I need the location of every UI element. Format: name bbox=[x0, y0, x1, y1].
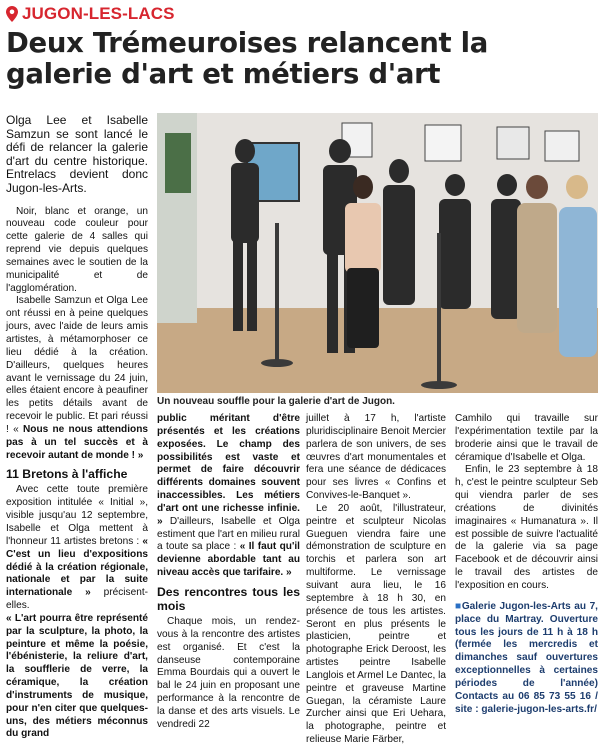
paragraph: Le 20 août, l'illustrateur, peintre et sculpteur Nicolas Gueguen viendra faire une démonstration de sculpture en torchis et parlera son art multiforme. Le vernissage suivant aura lieu, le 16 septembre à 18 h 30, en présence de tous les artistes. Seront en plus présents le plasticien, peintre et photographe Erick Deroost, les artistes peintre Isabelle Langlois et Armel Le Dantec, la peintre et graveuse Martine Guegan, la céramiste Laure Zurcher ainsi que Eri Uehara, la photographe, peintre et relieuse Marie Färber, bbox=[306, 502, 446, 746]
paragraph: Noir, blanc et orange, un nouveau code couleur pour cette galerie de 4 salles qui reprend vie depuis quelques semaines avec le soutien de la municipalité et de l'agglomération. bbox=[6, 205, 148, 294]
paragraph: Chaque mois, un rendez-vous à la rencontre des artistes est organisé. Et c'est la danseuse contemporaine Emma Bourdais qui a ouvert le bal le 24 juin en proposant une performance à la rencontre de la danse et des arts visuels. Le vendredi 22 bbox=[157, 615, 300, 730]
article-photo bbox=[157, 113, 598, 393]
paragraph: Enfin, le 23 septembre à 18 h, c'est le peintre sculpteur Seb qui viendra parler de ses créations de divinités imaginaires « Humanatura ». Il est possible de suivre l'actualité de la galerie via sa page Facebook et de découvrir ainsi le travail des artistes de l'exposition en cours. bbox=[455, 464, 598, 591]
paragraph: Avec cette toute première exposition intitulée « Initial », visible jusqu'au 12 septembre, Isabelle et Olga mettent à l'honneur 11 artistes bretons : « C'est un lieu d'expositions dédié à la création régionale, nationale et par la suite internationale » précisent-elles. bbox=[6, 484, 148, 612]
gallery-photo-illustration bbox=[157, 113, 598, 393]
location-tag bbox=[6, 4, 175, 24]
paragraph: public méritant d'être présentés et les créations exposées. Le champ des possibilités est vaste et permet de faire découvrir différents domaines souvent inaccessibles. Les métiers d'art ont une richesse infinie. » D'ailleurs, Isabelle et Olga estiment que l'art en milieu rural a toute sa place : « Il faut qu'il devienne abordable tant au niveau accès que tarifaire. » bbox=[157, 413, 300, 579]
photo-caption: Un nouveau souffle pour la galerie d'art de Jugon. bbox=[157, 396, 395, 407]
info-box: ■Galerie Jugon-les-Arts au 7, place du Martray. Ouverture tous les jours de 11 h à 18 h (fermée les mercredis et dimanches sauf ouvertures exceptionnelles à certaines périodes de l'année) Contacts au 06 85 73 55 16 / site : galerie-jugon-les-arts.fr/ bbox=[455, 600, 598, 715]
paragraph: Isabelle Samzun et Olga Lee ont réussi en à peine quelques jours, avec l'aide de leurs amis artistes, à métamorphoser ce lieu dédié à la création. D'ailleurs, quelques heures avant le vernissage du 24 juin, elles étaient encore à peaufiner les petits détails avant de recevoir le public. Et pari réussi ! « Nous ne nous attendions pas à un tel succès et à recevoir autant de monde ! » bbox=[6, 295, 148, 461]
paragraph: juillet à 17 h, l'artiste pluridisciplinaire Benoit Mercier parlera de son univers, de ses œuvres d'art monumentales et fera une séance de dédicaces pour ses livres « Confins et Convives-le-Banquet ». bbox=[306, 413, 446, 502]
article-headline: Deux Trémeuroises relancent la galerie d'art et métiers d'art bbox=[6, 27, 489, 90]
column-3 bbox=[306, 413, 446, 747]
square-bullet-icon: ■ bbox=[455, 600, 462, 612]
column-4 bbox=[455, 413, 598, 716]
section-heading: 11 Bretons à l'affiche bbox=[6, 467, 128, 482]
article-intro: Olga Lee et Isabelle Samzun se sont lancé le défi de relancer la galerie d'art du centre historique. Entrelacs devient donc Jugon-les-Arts. bbox=[6, 113, 148, 195]
column-2 bbox=[157, 413, 300, 732]
quote-paragraph: « L'art pourra être représenté par la sculpture, la photo, la peinture et même la poésie, l'ébénisterie, la reliure d'art, la soufflerie de verre, la céramique, la création d'instruments de musique, pour n'en citer que quelques-uns, des métiers méconnus du grand bbox=[6, 612, 148, 740]
location-label: JUGON-LES-LACS bbox=[22, 4, 175, 23]
column-1 bbox=[6, 114, 148, 741]
paragraph: Camhilo qui travaille sur l'expérimentation textile par la broderie ainsi que le travail de céramique d'Isabelle et Olga. bbox=[455, 413, 598, 463]
section-heading: Des rencontres tous les mois bbox=[157, 584, 300, 613]
map-pin-icon bbox=[6, 6, 18, 22]
